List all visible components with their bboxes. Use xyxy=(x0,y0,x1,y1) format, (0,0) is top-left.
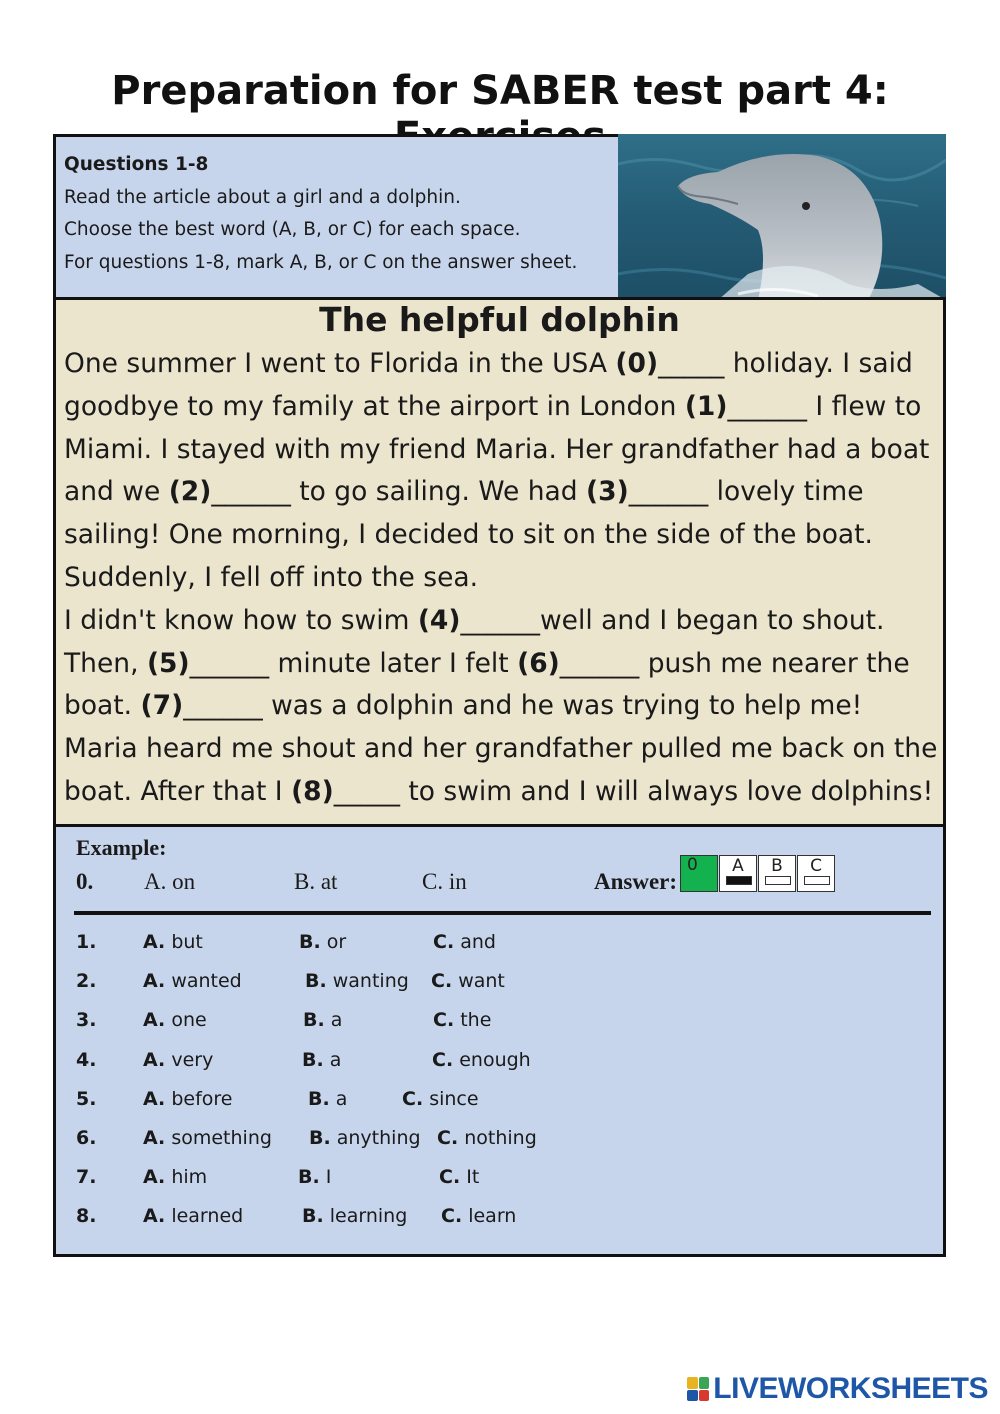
instructions-line-1: Read the article about a girl and a dolphin. xyxy=(64,186,461,208)
answer-box-c-letter: C xyxy=(810,856,822,876)
option-text: the xyxy=(454,1009,492,1032)
option-letter: C. xyxy=(431,970,453,993)
option-b[interactable] xyxy=(303,1009,342,1031)
blank-number: (4) xyxy=(417,604,461,636)
answer-box-a xyxy=(719,855,757,892)
option-letter: C. xyxy=(433,1009,455,1032)
option-b[interactable] xyxy=(305,970,409,992)
blank-number: (7) xyxy=(140,690,184,722)
article-text: _____ to swim and I will always love dolphins! xyxy=(333,775,934,807)
article-title: The helpful dolphin xyxy=(319,300,680,339)
example-option-c: C. in xyxy=(422,869,467,894)
option-c[interactable] xyxy=(437,1127,537,1149)
option-letter: A. xyxy=(143,1205,166,1228)
example-answer-label: Answer: xyxy=(594,869,678,894)
divider-line xyxy=(74,911,931,915)
question-number: 2. xyxy=(76,970,97,993)
question-number: 8. xyxy=(76,1205,97,1228)
dolphin-illustration xyxy=(618,134,946,300)
option-text: one xyxy=(165,1009,207,1032)
example-label: Example: xyxy=(76,835,167,860)
option-text: nothing xyxy=(458,1127,537,1149)
option-a[interactable] xyxy=(143,1049,213,1071)
option-a[interactable] xyxy=(143,1088,232,1110)
option-letter: A. xyxy=(143,1009,166,1032)
option-text: but xyxy=(165,931,203,953)
blank-number: (5) xyxy=(146,647,190,679)
option-letter: B. xyxy=(303,1009,325,1032)
option-text: very xyxy=(165,1048,214,1071)
blank-number: (8) xyxy=(291,775,334,807)
answer-box-b-mark xyxy=(765,876,791,885)
option-b[interactable] xyxy=(302,1205,407,1227)
article-text: ______ was a dolphin and he was trying to help me! Maria heard me shout and her grandfather pulled me back on the boat. After that I xyxy=(64,690,938,807)
option-c[interactable] xyxy=(402,1088,479,1110)
liveworksheets-logo xyxy=(687,1372,988,1406)
option-a[interactable] xyxy=(143,970,242,992)
option-text: enough xyxy=(453,1048,531,1071)
option-text: want xyxy=(452,970,505,993)
option-text: anything xyxy=(330,1127,421,1149)
question-number: 4. xyxy=(76,1048,97,1071)
option-a[interactable] xyxy=(143,931,203,953)
option-b[interactable] xyxy=(299,931,346,953)
question-number: 6. xyxy=(76,1127,97,1149)
answer-box-a-letter: A xyxy=(732,856,744,876)
option-letter: B. xyxy=(305,970,327,993)
answer-box-number-text: 0 xyxy=(687,855,698,875)
blank-number: (3) xyxy=(586,476,629,508)
option-c[interactable] xyxy=(433,1009,491,1031)
example-answer-sheet xyxy=(680,855,836,892)
logo-text: LIVEWORKSHEETS xyxy=(713,1372,988,1405)
article-box xyxy=(53,297,946,827)
option-letter: A. xyxy=(143,970,166,993)
option-b[interactable] xyxy=(309,1127,421,1149)
example-option-b: B. at xyxy=(294,869,338,894)
blank-number: (2) xyxy=(168,476,212,508)
option-c[interactable] xyxy=(439,1166,479,1188)
option-letter: A. xyxy=(143,1127,166,1149)
option-letter: B. xyxy=(309,1127,331,1149)
option-b[interactable] xyxy=(302,1049,341,1071)
option-text: learn xyxy=(462,1205,517,1228)
article-text: ______ push me nearer the boat. xyxy=(64,647,910,722)
option-text: I xyxy=(319,1166,332,1189)
option-a[interactable] xyxy=(143,1166,207,1188)
option-letter: C. xyxy=(441,1205,463,1228)
option-letter: A. xyxy=(143,931,166,953)
option-letter: C. xyxy=(437,1127,459,1149)
option-letter: B. xyxy=(298,1166,320,1189)
option-text: It xyxy=(460,1166,480,1189)
article-text: ______ lovely time sailing! One morning, I decided to sit on the side of the boat. Suddenly, I fell off into the sea. xyxy=(64,476,873,593)
option-text: wanted xyxy=(165,970,242,993)
example-number: 0. xyxy=(76,869,94,894)
option-a[interactable] xyxy=(143,1205,243,1227)
option-text: a xyxy=(323,1048,342,1071)
questions-box xyxy=(53,824,946,1257)
option-text: learned xyxy=(165,1205,244,1228)
answer-box-c xyxy=(797,855,835,892)
option-text: before xyxy=(165,1087,233,1110)
option-letter: B. xyxy=(299,931,321,953)
option-a[interactable] xyxy=(143,1009,207,1031)
question-number: 7. xyxy=(76,1166,97,1189)
article-text: _____ holiday. I said goodbye to my family at the airport in London xyxy=(64,348,913,422)
option-letter: A. xyxy=(143,1087,166,1110)
article-text: I didn't know how to swim xyxy=(64,604,418,636)
option-text: or xyxy=(320,931,347,953)
question-number: 1. xyxy=(76,931,97,953)
answer-box-number xyxy=(680,855,718,892)
option-c[interactable] xyxy=(441,1205,516,1227)
option-text: learning xyxy=(323,1205,408,1228)
article-body xyxy=(64,343,939,814)
option-a[interactable] xyxy=(143,1127,272,1149)
instructions-heading: Questions 1-8 xyxy=(64,154,209,175)
option-text: him xyxy=(165,1166,208,1189)
article-paragraph-2 xyxy=(64,600,939,814)
answer-box-a-mark xyxy=(726,876,752,885)
blank-number: (0) xyxy=(615,348,659,379)
option-c[interactable] xyxy=(432,1049,531,1071)
option-letter: A. xyxy=(143,1166,166,1189)
option-text: wanting xyxy=(326,970,409,993)
option-b[interactable] xyxy=(308,1088,347,1110)
blank-number: (6) xyxy=(517,647,560,679)
article-text: ______well and I began to shout. Then, xyxy=(64,604,885,679)
option-letter: C. xyxy=(433,931,455,953)
example-option-a: A. on xyxy=(144,869,196,894)
article-paragraph-1 xyxy=(64,343,939,600)
option-letter: B. xyxy=(302,1048,324,1071)
option-letter: A. xyxy=(143,1048,166,1071)
article-text: ______ I flew to Miami. I stayed with my friend Maria. Her grandfather had a boat and we xyxy=(64,390,930,508)
answer-box-c-mark xyxy=(804,876,830,885)
option-letter: C. xyxy=(439,1166,461,1189)
dolphin-photo xyxy=(618,134,946,300)
option-letter: C. xyxy=(432,1048,454,1071)
answer-box-b-letter: B xyxy=(771,856,783,876)
instructions-line-3: For questions 1-8, mark A, B, or C on the answer sheet. xyxy=(64,251,578,273)
option-letter: B. xyxy=(302,1205,324,1228)
option-text: a xyxy=(329,1087,348,1110)
question-number: 5. xyxy=(76,1087,97,1110)
instructions-text xyxy=(64,149,577,279)
blank-number: (1) xyxy=(684,390,728,422)
article-text: One summer I went to Florida in the USA xyxy=(64,348,616,379)
option-b[interactable] xyxy=(298,1166,331,1188)
page-title: Preparation for SABER test part 4: xyxy=(111,68,889,114)
logo-icon xyxy=(687,1377,709,1401)
article-text: ______ to go sailing. We had xyxy=(211,476,587,508)
option-text: since xyxy=(423,1087,479,1110)
question-number: 3. xyxy=(76,1009,97,1032)
instructions-line-2: Choose the best word (A, B, or C) for each space. xyxy=(64,219,521,240)
article-text: ______ minute later I felt xyxy=(189,647,518,679)
answer-box-b xyxy=(758,855,796,892)
option-text: and xyxy=(454,931,496,953)
option-text: a xyxy=(324,1009,343,1032)
instructions-box xyxy=(53,134,946,300)
option-text: something xyxy=(165,1127,272,1149)
option-letter: C. xyxy=(402,1087,424,1110)
option-letter: B. xyxy=(308,1087,330,1110)
option-c[interactable] xyxy=(431,970,505,992)
option-c[interactable] xyxy=(433,931,496,953)
